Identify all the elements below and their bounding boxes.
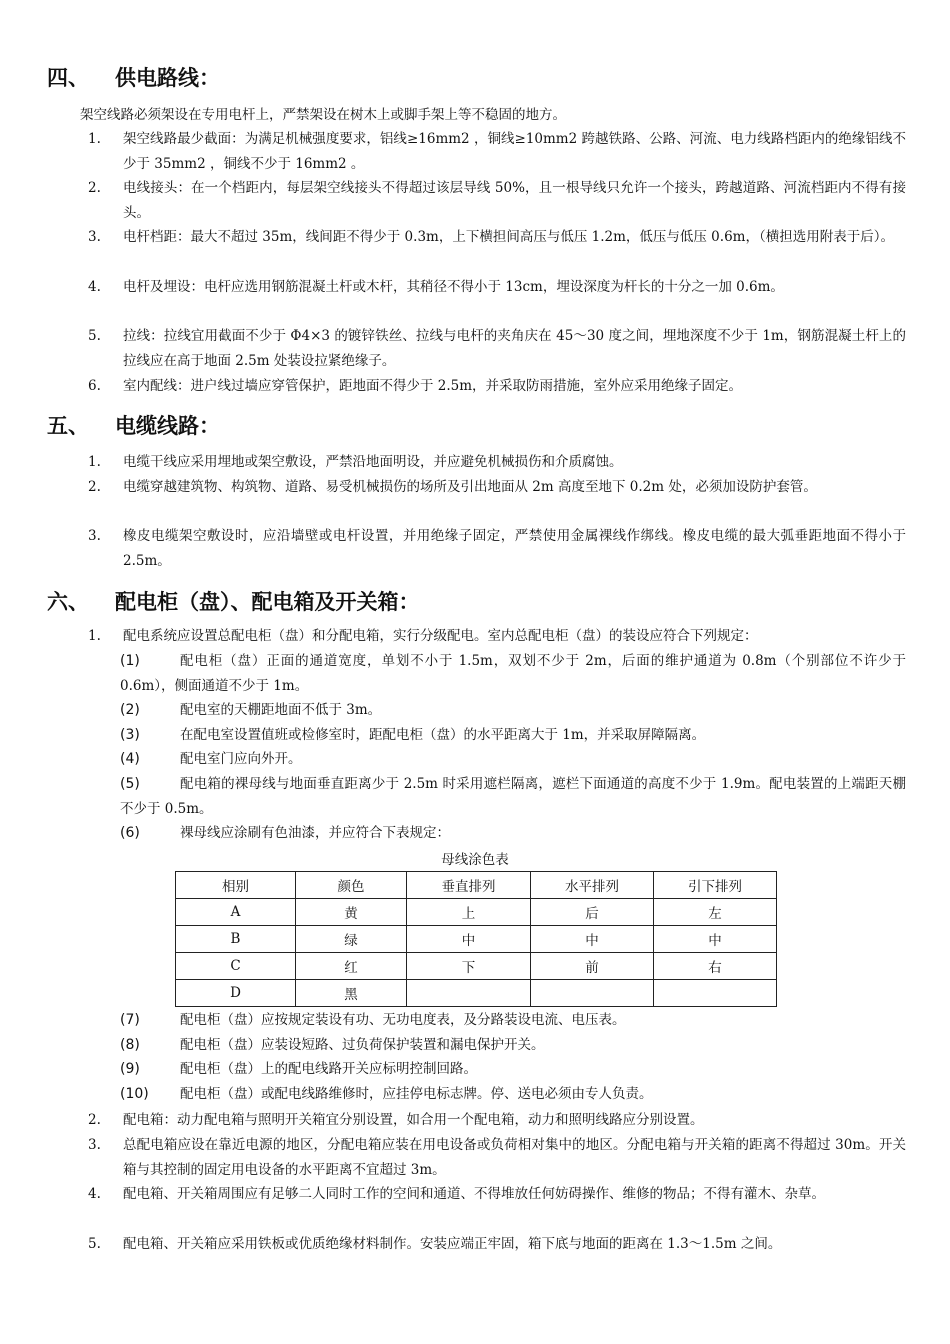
table-cell: 右 <box>654 953 777 980</box>
table-header-cell: 相别 <box>176 872 296 899</box>
table-cell: 绿 <box>296 926 407 953</box>
table-row <box>176 899 777 926</box>
list-item: 3. 橡皮电缆架空敷设时，应沿墙壁或电杆设置，并用绝缘子固定，严禁使用金属裸线作绑线。橡皮电缆的最大弧垂距地面不得小于 2.5m。 <box>88 528 906 569</box>
table-cell: 左 <box>654 899 777 926</box>
list-item: 2. 配电箱：动力配电箱与照明开关箱宜分别设置，如合用一个配电箱，动力和照明线路应分别设置。 <box>88 1112 704 1128</box>
busbar-color-table <box>175 871 777 1007</box>
table-cell <box>407 980 531 1007</box>
sub-item: (3) 在配电室设置值班或检修室时，距配电柜（盘）的水平距离大于 1m，并采取屏障隔离。 <box>120 727 706 743</box>
table-cell: 前 <box>531 953 654 980</box>
section-4-heading <box>47 64 220 92</box>
table-cell: 下 <box>407 953 531 980</box>
list-item: 3. 电杆档距：最大不超过 35m，线间距不得少于 0.3m，上下横担间高压与低压 1.2m，低压与低压 0.6m，（横担选用附表于后）。 <box>88 229 894 245</box>
table-cell: C <box>176 953 296 980</box>
section-6-title: 配电柜（盘）、配电箱及开关箱： <box>115 590 420 614</box>
table-cell: 中 <box>654 926 777 953</box>
section-5-heading <box>47 412 220 440</box>
table-cell: 黄 <box>296 899 407 926</box>
sub-item: (1) 配电柜（盘）正面的通道宽度，单划不小于 1.5m，双划不少于 2m，后面的维护通道为 0.8m（个别部位不许少于 0.6m），侧面通道不少于 1m。 <box>120 653 906 694</box>
section-6-heading <box>47 588 420 616</box>
section-6-number: 六、 <box>47 590 89 614</box>
table-cell: 中 <box>531 926 654 953</box>
sub-item: (7) 配电柜（盘）应按规定装设有功、无功电度表，及分路装设电流、电压表。 <box>120 1012 626 1028</box>
sub-item: (10) 配电柜（盘）或配电线路维修时，应挂停电标志牌。停、送电必须由专人负责。 <box>120 1086 653 1102</box>
table-cell: B <box>176 926 296 953</box>
sub-item: (9) 配电柜（盘）上的配电线路开关应标明控制回路。 <box>120 1061 477 1077</box>
section-4-intro: 架空线路必须架设在专用电杆上，严禁架设在树木上或脚手架上等不稳固的地方。 <box>80 107 566 123</box>
section-5-number: 五、 <box>47 414 89 438</box>
table-cell: 后 <box>531 899 654 926</box>
sub-item: (6) 裸母线应涂刷有色油漆，并应符合下表规定： <box>120 825 450 841</box>
table-cell: D <box>176 980 296 1007</box>
table-row <box>176 980 777 1007</box>
list-item: 1. 电缆干线应采用埋地或架空敷设，严禁沿地面明设，并应避免机械损伤和介质腐蚀。 <box>88 454 623 470</box>
list-item: 2. 电线接头：在一个档距内，每层架空线接头不得超过该层导线 50%，且一根导线只允许一个接头，跨越道路、河流档距内不得有接头。 <box>88 180 906 221</box>
table-cell: A <box>176 899 296 926</box>
table-cell: 红 <box>296 953 407 980</box>
list-item: 5. 拉线：拉线宜用截面不少于 Φ4×3 的镀锌铁丝、拉线与电杆的夹角庆在 45～30 度之间，埋地深度不少于 1m，钢筋混凝土杆上的拉线应在高于地面 2.5m 处装设拉紧绝缘子。 <box>88 328 906 369</box>
list-item: 4. 电杆及埋设：电杆应选用钢筋混凝土杆或木杆，其稍径不得小于 13cm，埋设深度为杆长的十分之一加 0.6m。 <box>88 279 784 295</box>
section-5-title: 电缆线路： <box>115 414 220 438</box>
sub-item: (5) 配电箱的裸母线与地面垂直距离少于 2.5m 时采用遮栏隔离，遮栏下面通道的高度不少于 1.9m。配电装置的上端距天棚不少于 0.5m。 <box>120 776 906 817</box>
list-item: 5. 配电箱、开关箱应采用铁板或优质绝缘材料制作。安装应端正牢固，箱下底与地面的距离在 1.3～1.5m 之间。 <box>88 1236 782 1252</box>
table-cell <box>654 980 777 1007</box>
sub-item: (4) 配电室门应向外开。 <box>120 751 302 767</box>
table-header-cell: 颜色 <box>296 872 407 899</box>
list-item: 1. 架空线路最少截面：为满足机械强度要求，铝线≥16mm2 ，铜线≥10mm2 跨越铁路、公路、河流、电力线路档距内的绝缘铝线不少于 35mm2 ，铜线不少于 16mm2 。 <box>88 131 906 172</box>
table-cell: 上 <box>407 899 531 926</box>
sub-item: (8) 配电柜（盘）应装设短路、过负荷保护装置和漏电保护开关。 <box>120 1037 545 1053</box>
table-row <box>176 953 777 980</box>
table-header-cell: 水平排列 <box>531 872 654 899</box>
list-item: 4. 配电箱、开关箱周围应有足够二人同时工作的空间和通道、不得堆放任何妨碍操作、维修的物品；不得有灌木、杂草。 <box>88 1186 825 1202</box>
list-item: 2. 电缆穿越建筑物、构筑物、道路、易受机械损伤的场所及引出地面从 2m 高度至地下 0.2m 处，必须加设防护套管。 <box>88 479 817 495</box>
table-header-cell: 垂直排列 <box>407 872 531 899</box>
section-4-title: 供电路线： <box>115 66 220 90</box>
table-header-row <box>176 872 777 899</box>
list-item: 1. 配电系统应设置总配电柜（盘）和分配电箱，实行分级配电。室内总配电柜（盘）的装设应符合下列规定： <box>88 628 758 644</box>
table-caption: 母线涂色表 <box>441 852 509 868</box>
table-cell <box>531 980 654 1007</box>
list-item: 6. 室内配线：进户线过墙应穿管保护，距地面不得少于 2.5m，并采取防雨措施，室外应采用绝缘子固定。 <box>88 378 743 394</box>
sub-item: (2) 配电室的天棚距地面不低于 3m。 <box>120 702 382 718</box>
table-header-cell: 引下排列 <box>654 872 777 899</box>
table-row <box>176 926 777 953</box>
table-cell: 中 <box>407 926 531 953</box>
table-cell: 黑 <box>296 980 407 1007</box>
section-4-number: 四、 <box>47 66 89 90</box>
list-item: 3. 总配电箱应设在靠近电源的地区，分配电箱应装在用电设备或负荷相对集中的地区。分配电箱与开关箱的距离不得超过 30m。开关箱与其控制的固定用电设备的水平距离不宜超过 3m。 <box>88 1137 906 1178</box>
